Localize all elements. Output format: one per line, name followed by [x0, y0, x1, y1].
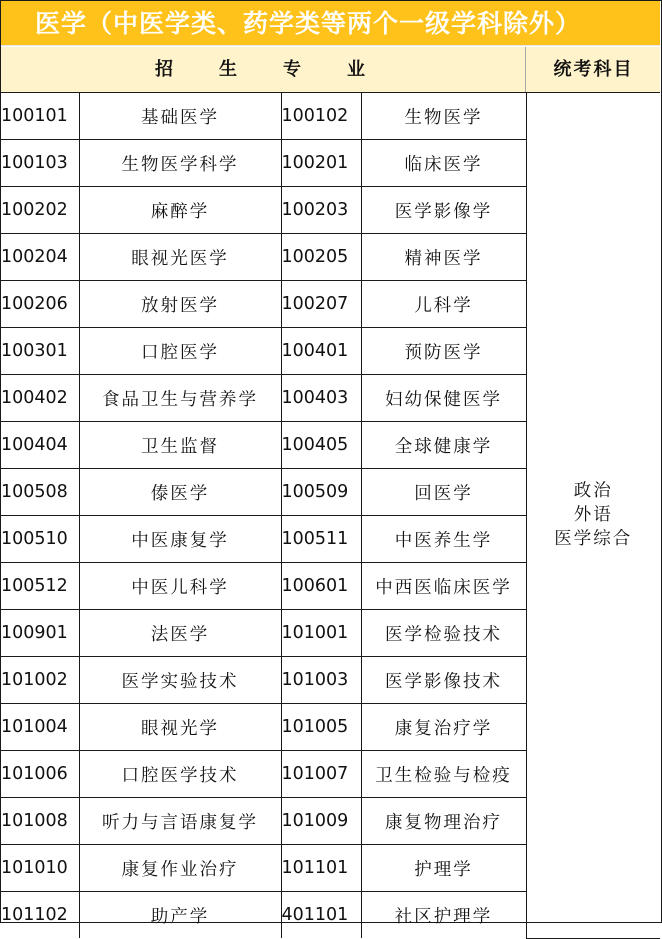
major-code: 101002: [1, 657, 79, 704]
major-name: 医学实验技术: [79, 657, 281, 704]
major-code: 100102: [281, 93, 361, 140]
major-code: 101001: [281, 610, 361, 657]
major-name: 精神医学: [361, 234, 526, 281]
majors-table: [1, 93, 660, 939]
major-name: 口腔医学: [79, 328, 281, 375]
major-code: 100405: [281, 422, 361, 469]
major-code: 100601: [281, 563, 361, 610]
major-code: 101006: [1, 751, 79, 798]
major-code: 100510: [1, 516, 79, 563]
major-code: 101009: [281, 798, 361, 845]
major-name: 麻醉学: [79, 187, 281, 234]
major-name: 法医学: [79, 610, 281, 657]
major-code: 101004: [1, 704, 79, 751]
major-name: 听力与言语康复学: [79, 798, 281, 845]
major-name: 临床医学: [361, 140, 526, 187]
major-name: 生物医学科学: [79, 140, 281, 187]
major-code: 100402: [1, 375, 79, 422]
major-name: 助产学: [79, 892, 281, 939]
major-code: 100511: [281, 516, 361, 563]
exam-subject: 政治: [573, 481, 613, 502]
major-name: 眼视光医学: [79, 234, 281, 281]
major-name: 回医学: [361, 469, 526, 516]
major-code: 101007: [281, 751, 361, 798]
major-name: 中医养生学: [361, 516, 526, 563]
major-code: 101010: [1, 845, 79, 892]
major-name: 医学检验技术: [361, 610, 526, 657]
major-name: 医学影像技术: [361, 657, 526, 704]
major-code: 100901: [1, 610, 79, 657]
major-code: 100509: [281, 469, 361, 516]
major-code: 100401: [281, 328, 361, 375]
table-row: [1, 93, 660, 140]
major-name: 卫生监督: [79, 422, 281, 469]
exam-subject: 医学综合: [554, 529, 633, 550]
major-name: 放射医学: [79, 281, 281, 328]
major-code: 100201: [281, 140, 361, 187]
major-name: 全球健康学: [361, 422, 526, 469]
major-name: 预防医学: [361, 328, 526, 375]
major-name: 傣医学: [79, 469, 281, 516]
major-code: 100404: [1, 422, 79, 469]
major-code: 100203: [281, 187, 361, 234]
major-name: 卫生检验与检疫: [361, 751, 526, 798]
major-name: 社区护理学: [361, 892, 526, 939]
major-name: 康复作业治疗: [79, 845, 281, 892]
major-code: 100403: [281, 375, 361, 422]
major-name: 妇幼保健医学: [361, 375, 526, 422]
table-title: 医学（中医学类、药学类等两个一级学科除外）: [1, 1, 660, 46]
major-code: 100207: [281, 281, 361, 328]
major-name: 眼视光学: [79, 704, 281, 751]
major-name: 中西医临床医学: [361, 563, 526, 610]
major-name: 儿科学: [361, 281, 526, 328]
major-name: 食品卫生与营养学: [79, 375, 281, 422]
major-name: 康复治疗学: [361, 704, 526, 751]
major-name: 口腔医学技术: [79, 751, 281, 798]
header-exam-subjects: 统考科目: [553, 59, 634, 80]
major-code: 101008: [1, 798, 79, 845]
major-code: 100204: [1, 234, 79, 281]
major-code: 100103: [1, 140, 79, 187]
major-code: 100202: [1, 187, 79, 234]
major-name: 中医康复学: [79, 516, 281, 563]
major-code: 100205: [281, 234, 361, 281]
major-code: 101003: [281, 657, 361, 704]
major-name: 基础医学: [79, 93, 281, 140]
major-code: 100512: [1, 563, 79, 610]
header-majors: 招生专业: [1, 47, 526, 92]
major-code: 100206: [1, 281, 79, 328]
major-name: 中医儿科学: [79, 563, 281, 610]
major-name: 生物医学: [361, 93, 526, 140]
major-code: 100508: [1, 469, 79, 516]
major-name: 护理学: [361, 845, 526, 892]
major-code: 101005: [281, 704, 361, 751]
majors-table-body: [1, 93, 660, 938]
major-name: 康复物理治疗: [361, 798, 526, 845]
major-code: 401101: [281, 892, 361, 939]
exam-subject: 外语: [573, 505, 613, 526]
major-name: 医学影像学: [361, 187, 526, 234]
header-row: [1, 47, 660, 93]
major-code: 100301: [1, 328, 79, 375]
major-code: 101102: [1, 892, 79, 939]
exam-subjects-cell: [526, 93, 660, 938]
major-code: 100101: [1, 93, 79, 140]
major-code: 101101: [281, 845, 361, 892]
